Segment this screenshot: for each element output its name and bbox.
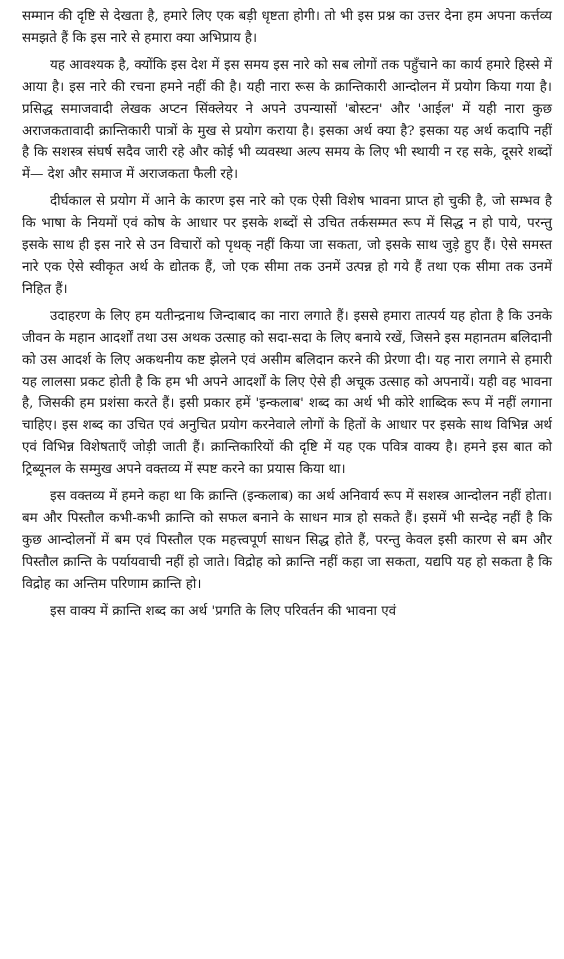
- paragraph-1: सम्मान की दृष्टि से देखता है, हमारे लिए एक बड़ी धृष्टता होगी। तो भी इस प्रश्न का उत्तर देना हम अपना कर्त्तव्य समझते हैं कि इस नारे से हमारा क्या अभिप्राय है।: [22, 9, 552, 46]
- paragraph-6: इस वाक्य में क्रान्ति शब्द का अर्थ 'प्रगति के लिए परिवर्तन की भावना एवं: [50, 603, 397, 619]
- paragraph-5: इस वक्तव्य में हमने कहा था कि क्रान्ति (इन्कलाब) का अर्थ अनिवार्य रूप में सशस्त्र आन्दोलन नहीं होता। बम और पिस्तौल कभी-कभी क्रान्ति को सफल बनाने के साधन मात्र हो सकते हैं। इसमें भी सन्देह नहीं है कि कुछ आन्दोलनों में बम एवं पिस्तौल एक महत्त्वपूर्ण साधन सिद्ध होते हैं, परन्तु केवल इसी कारण से बम और पिस्तौल क्रान्ति के पर्यायवाची नहीं हो जाते। विद्रोह को क्रान्ति नहीं कहा जा सकता, यद्यपि यह हो सकता है कि विद्रोह का अन्तिम परिणाम क्रान्ति हो।: [22, 489, 552, 592]
- paragraph-4: उदाहरण के लिए हम यतीन्द्रनाथ जिन्दाबाद का नारा लगाते हैं। इससे हमारा तात्पर्य यह होता है कि उनके जीवन के महान आदर्शों तथा उस अथक उत्साह को सदा-सदा के लिए बनाये रखें, जिसने इस महानतम बलिदानी को उस आदर्श के लिए अकथनीय कष्ट झेलने एवं असीम बलिदान करने की प्रेरणा दी। यह नारा लगाने से हमारी यह लालसा प्रकट होती है कि हम भी अपने आदर्शों के लिए ऐसे ही अचूक उत्साह को अपनायें। यही वह भावना है, जिसकी हम प्रशंसा करते हैं। इसी प्रकार हमें 'इन्कलाब' शब्द का अर्थ भी कोरे शाब्दिक रूप में नहीं लगाना चाहिए। इस शब्द का उचित एवं अनुचित प्रयोग करनेवाले लोगों के हितों के आधार पर इसके साथ विभिन्न अर्थ एवं विभिन्न विशेषताएँ जोड़ी जाती हैं। क्रान्तिकारियों की दृष्टि में यह एक पवित्र वाक्य है। हमने इस बात को ट्रिब्यूनल के सम्मुख अपने वक्तव्य में स्पष्ट करने का प्रयास किया था।: [22, 308, 552, 478]
- paragraph-3: दीर्घकाल से प्रयोग में आने के कारण इस नारे को एक ऐसी विशेष भावना प्राप्त हो चुकी है, जो सम्भव है कि भाषा के नियमों एवं कोष के आधार पर इसके शब्दों से उचित तर्कसम्मत रूप में सिद्ध न हो पाये, परन्तु इसके साथ ही इस नारे से उन विचारों को पृथक् नहीं किया जा सकता, जो इसके साथ जुड़े हुए हैं। ऐसे समस्त नारे एक ऐसे स्वीकृत अर्थ के द्योतक हैं, जो एक सीमा तक उनमें उत्पन्न हो गये हैं तथा एक सीमा तक उनमें निहित हैं।: [22, 194, 552, 297]
- paragraph-2: यह आवश्यक है, क्योंकि इस देश में इस समय इस नारे को सब लोगों तक पहुँचाने का कार्य हमारे हिस्से में आया है। इस नारे की रचना हमने नहीं की है। यही नारा रूस के क्रान्तिकारी आन्दोलन में प्रयोग किया गया है। प्रसिद्ध समाजवादी लेखक अप्टन सिंक्लेयर ने अपने उपन्यासों 'बोस्टन' और 'आईल' में यही नारा कुछ अराजकतावादी क्रान्तिकारी पात्रों के मुख से प्रयोग कराया है। इसका अर्थ क्या है? इसका यह अर्थ कदापि नहीं है कि सशस्त्र संघर्ष सदैव जारी रहे और कोई भी व्यवस्था अल्प समय के लिए भी स्थायी न रह सके, दूसरे शब्दों में— देश और समाज में अराजकता फैली रहे।: [22, 57, 552, 183]
